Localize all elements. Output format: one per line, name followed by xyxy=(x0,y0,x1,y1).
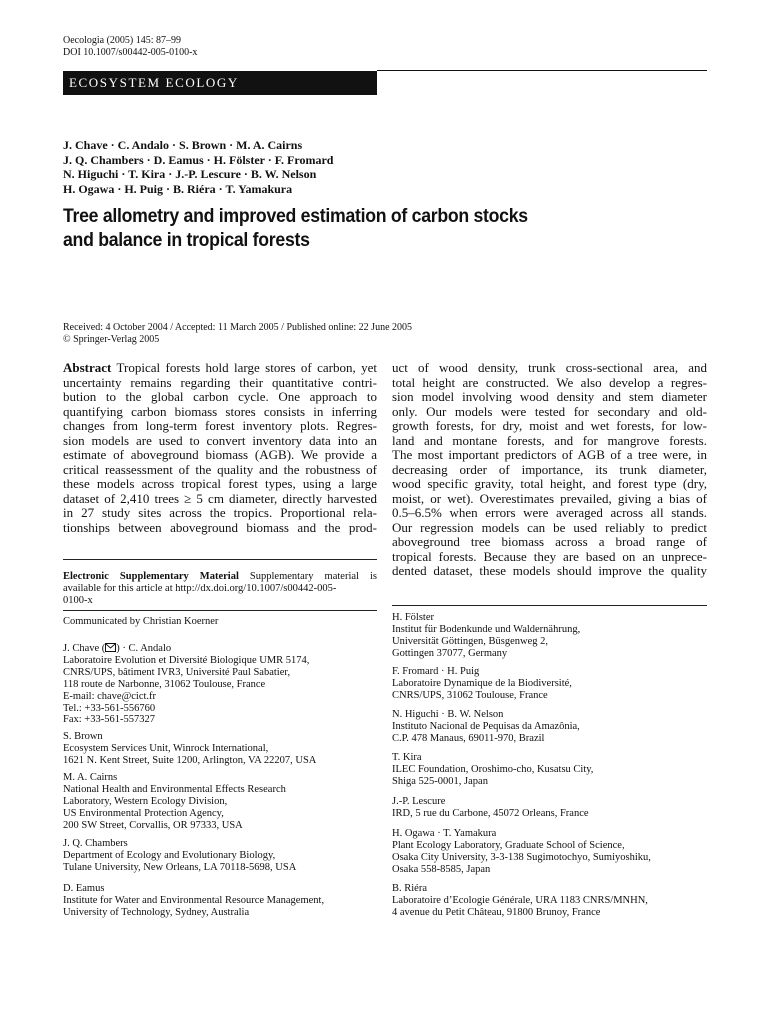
doi: DOI 10.1007/s00442-005-0100-x xyxy=(63,47,198,58)
esm-url-line[interactable]: available for this article at http://dx.doi.org/10.1007/s00442-005- xyxy=(63,583,337,595)
affiliation-line: Gottingen 37077, Germany xyxy=(392,647,508,659)
copyright-line: © Springer-Verlag 2005 xyxy=(63,334,160,345)
affiliation-authors: J. Chave ( ) · C. Andalo xyxy=(63,643,172,654)
abstract-line: critical reassessment of the quality and the robustness of xyxy=(63,461,377,477)
affiliation-authors: S. Brown xyxy=(63,731,103,742)
abstract-line: uct of wood density, trunk cross-sectional area, and xyxy=(392,360,707,375)
author-line: J. Q. Chambers · D. Eamus · H. Fölster · F. Fromard xyxy=(63,152,334,167)
affiliation-line: National Health and Environmental Effects Research xyxy=(63,783,286,795)
abstract-line: dented dataset, these models should improve the quality xyxy=(392,563,707,578)
communicated-by xyxy=(63,616,218,628)
abstract-line: changes from long-term forest inventory plots. Regres- xyxy=(63,418,377,433)
affiliation-block xyxy=(392,612,580,660)
publication-history xyxy=(63,322,412,346)
esm-label: Electronic Supplementary Material xyxy=(63,571,239,582)
affiliation-line: Laboratoire d’Ecologie Générale, URA 1183 CNRS/MNHN, xyxy=(392,894,648,906)
journal-citation: Oecologia (2005) 145: 87–99 xyxy=(63,35,182,46)
affiliation-line: Ecosystem Services Unit, Winrock International, xyxy=(63,742,269,754)
envelope-icon[interactable] xyxy=(105,643,116,652)
author-line: J. Chave · C. Andalo · S. Brown · M. A. Cairns xyxy=(63,138,303,152)
email-address: E-mail: chave@cict.fr xyxy=(63,690,157,702)
affiliation-line: 118 route de Narbonne, 31062 Toulouse, France xyxy=(63,678,266,690)
affiliation-line: CNRS/UPS, 31062 Toulouse, France xyxy=(392,689,548,701)
abstract-left-column xyxy=(63,361,377,535)
affiliation-authors: J.-P. Lescure xyxy=(392,796,446,807)
affiliation-block xyxy=(63,772,286,832)
affiliation-line: Laboratory, Western Ecology Division, xyxy=(63,795,228,807)
affiliation-line: Instituto Nacional de Pequisas da Amazônia, xyxy=(392,720,580,732)
affiliation-line: Universität Göttingen, Büsgenweg 2, xyxy=(392,635,549,647)
abstract-line: land and montane forests, and for mangrove forests. xyxy=(392,432,707,448)
affiliation-line: Tulane University, New Orleans, LA 70118-5698, USA xyxy=(63,861,297,873)
abstract-line: moist, or wet). Overestimates prevailed, giving a bias of xyxy=(392,490,707,506)
abstract-line: The most important predictors of AGB of a tree were, in xyxy=(392,447,707,462)
affiliation-line: 1621 N. Kent Street, Suite 1200, Arlington, VA 22207, USA xyxy=(63,754,317,766)
affiliation-line: Department of Ecology and Evolutionary Biology, xyxy=(63,849,276,861)
abstract-line: estimate of aboveground biomass (AGB). We provide a xyxy=(63,447,377,462)
affiliation-line: US Environmental Protection Agency, xyxy=(63,807,224,819)
affiliation-block xyxy=(63,731,316,767)
abstract-label: Abstract xyxy=(63,360,112,375)
abstract-line: quantifying carbon biomass stores consists in inferring xyxy=(63,403,377,419)
affiliation-authors: J. Q. Chambers xyxy=(63,838,128,849)
affiliation-block xyxy=(392,752,593,788)
affiliation-block xyxy=(392,709,580,745)
article-title xyxy=(63,205,528,253)
affiliation-authors: T. Kira xyxy=(392,752,422,763)
journal-header xyxy=(63,35,197,59)
affiliation-authors: F. Fromard · H. Puig xyxy=(392,666,480,677)
abstract-line: these models across tropical forest types, using a large xyxy=(63,476,377,491)
affiliation-authors: H. Ogawa · T. Yamakura xyxy=(392,828,497,839)
affiliation-block xyxy=(63,643,309,726)
abstract-line: wood specific gravity, total height, and forest type (dry, xyxy=(392,476,707,491)
affiliation-block xyxy=(392,666,572,702)
communicated-text: Communicated by Christian Koerner xyxy=(63,616,219,627)
affiliation-line: Institut für Bodenkunde und Waldernährung, xyxy=(392,623,581,635)
affiliation-line: 200 SW Street, Corvallis, OR 97333, USA xyxy=(63,819,243,831)
abstract-left-lines xyxy=(63,376,377,536)
section-band xyxy=(63,71,377,95)
title-line: and balance in tropical forests xyxy=(63,230,310,251)
abstract-line: decreasing order of importance, its trunk diameter, xyxy=(392,461,707,477)
abstract-line: uncertainty remains regarding their quantitative contri- xyxy=(63,374,377,390)
abstract-line: total height are constructed. We also develop a regres- xyxy=(392,374,707,390)
affiliation-authors: B. Riéra xyxy=(392,883,427,894)
supplementary-note xyxy=(63,571,377,608)
abstract-text: Tropical forests hold large stores of carbon, yet xyxy=(116,360,377,375)
dates-line: Received: 4 October 2004 / Accepted: 11 March 2005 / Published online: 22 June 2005 xyxy=(63,322,413,333)
affiliation-authors: H. Fölster xyxy=(392,612,434,623)
affiliation-authors: M. A. Cairns xyxy=(63,772,118,783)
affiliation-rule-right xyxy=(392,605,707,606)
abstract-line: only. Our models were tested for secondary and old- xyxy=(392,403,707,419)
abstract-first-line xyxy=(63,361,377,376)
affiliation-line: Institute for Water and Environmental Resource Management, xyxy=(63,894,325,906)
affiliation-line: IRD, 5 rue du Carbone, 45072 Orleans, France xyxy=(392,807,589,819)
affiliation-block xyxy=(63,883,324,919)
affiliation-block xyxy=(392,828,651,876)
abstract-right-column xyxy=(392,361,707,579)
affiliation-line: University of Technology, Sydney, Australia xyxy=(63,906,250,918)
affiliation-line: Laboratoire Dynamique de la Biodiversité, xyxy=(392,677,572,689)
affiliation-line: Laboratoire Evolution et Diversité Biologique UMR 5174, xyxy=(63,654,310,666)
author-line: H. Ogawa · H. Puig · B. Riéra · T. Yamakura xyxy=(63,181,293,196)
abstract-line: sion models are used to convert inventory data into an xyxy=(63,432,377,448)
affiliation-line: CNRS/UPS, bâtiment IVR3, Université Paul Sabatier, xyxy=(63,666,291,678)
section-label: ECOSYSTEM ECOLOGY xyxy=(69,75,239,90)
affiliation-rule-left xyxy=(63,610,377,611)
abstract-line: aboveground tree biomass across a broad range of xyxy=(392,534,707,549)
affiliation-block xyxy=(63,838,296,874)
abstract-line: in 27 study sites across the tropics. Proportional rela- xyxy=(63,505,377,520)
affiliation-authors: D. Eamus xyxy=(63,883,105,894)
header-rule xyxy=(377,70,707,71)
affiliation-line: Osaka 558-8585, Japan xyxy=(392,863,491,875)
esm-text: Supplementary material is xyxy=(249,571,377,582)
abstract-line: sion model involving wood density and stem diameter xyxy=(392,389,707,404)
affiliation-line: C.P. 478 Manaus, 69011-970, Brazil xyxy=(392,732,545,744)
affiliation-block xyxy=(392,883,648,919)
affiliation-authors: N. Higuchi · B. W. Nelson xyxy=(392,709,504,720)
abstract-line: bution to the global carbon cycle. One approach to xyxy=(63,389,377,404)
abstract-line: 0.5–6.5% when errors were averaged across all stands. xyxy=(392,505,707,520)
affiliation-line: Shiga 525-0001, Japan xyxy=(392,775,488,787)
affiliation-line: 4 avenue du Petit Château, 91800 Brunoy, France xyxy=(392,906,601,918)
abstract-line: growth forests, for dry, moist and wet forests, for low- xyxy=(392,418,707,433)
footnote-rule xyxy=(63,559,377,560)
abstract-right-lines xyxy=(392,361,707,579)
abstract-line: tropical forests. Because they are based on an unprece- xyxy=(392,548,707,564)
affiliation-line: Fax: +33-561-557327 xyxy=(63,714,155,726)
title-line: Tree allometry and improved estimation of carbon stocks xyxy=(63,206,528,227)
affiliation-line: Osaka City University, 3-3-138 Sugimotochyo, Sumiyoshiku, xyxy=(392,851,651,863)
affiliation-block xyxy=(392,796,589,820)
author-line: N. Higuchi · T. Kira · J.-P. Lescure · B. W. Nelson xyxy=(63,167,317,182)
affiliation-line: Plant Ecology Laboratory, Graduate School of Science, xyxy=(392,839,625,851)
affiliation-line: Tel.: +33-561-556760 xyxy=(63,702,156,714)
author-list xyxy=(63,138,333,196)
abstract-line: Our regression models can be used reliably to predict xyxy=(392,519,707,535)
esm-url-tail[interactable]: 0100-x xyxy=(63,595,93,607)
affiliation-line: ILEC Foundation, Oroshimo-cho, Kusatsu City, xyxy=(392,763,594,775)
esm-first-line xyxy=(63,571,377,583)
abstract-line: tionships between aboveground biomass and the prod- xyxy=(63,519,377,535)
abstract-line: dataset of 2,410 trees ≥ 5 cm diameter, directly harvested xyxy=(63,490,377,506)
